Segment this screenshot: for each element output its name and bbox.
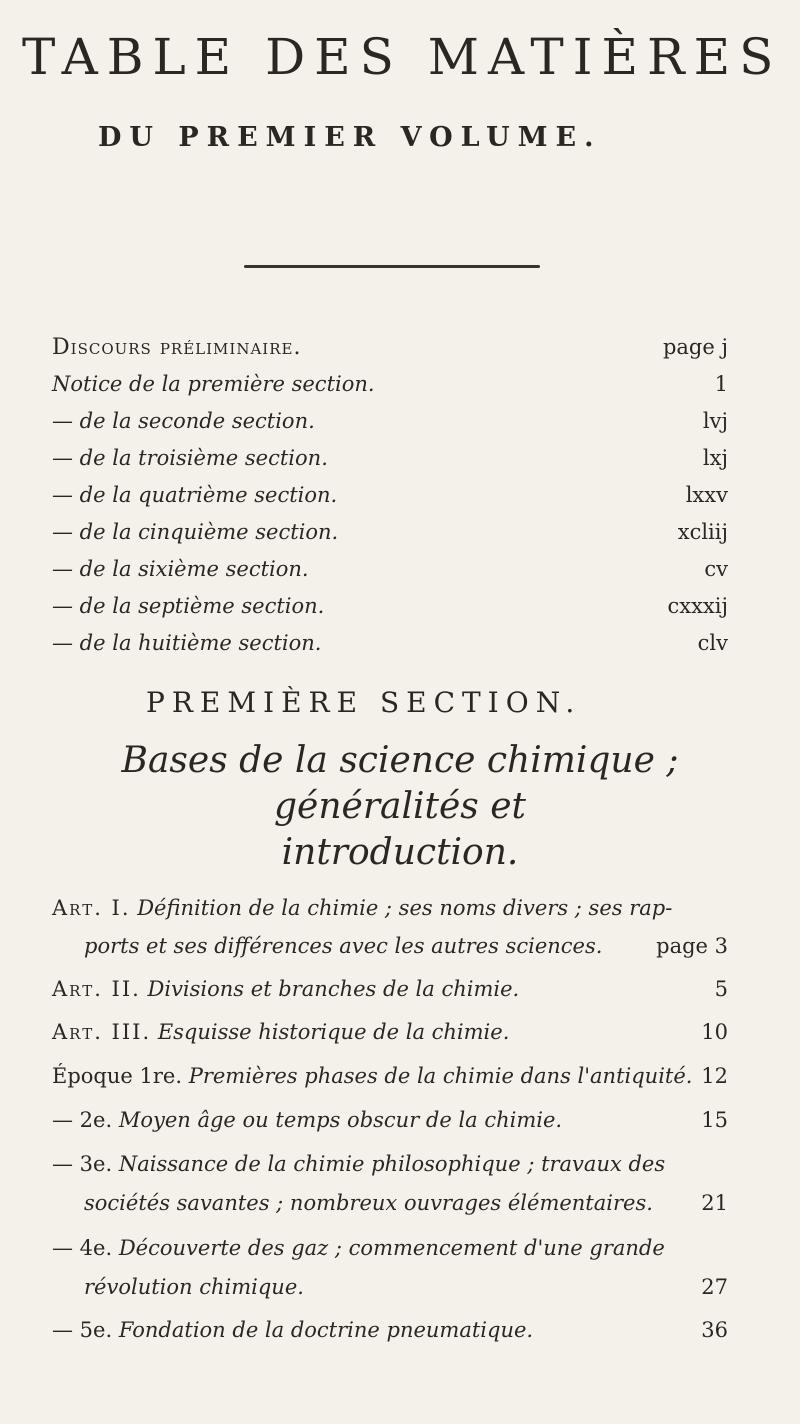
section-title-line: Bases de la science chimique ; généralités et [121,740,679,827]
toc-label: Notice de la première section. [52,372,375,396]
article-page: 36 [701,1318,728,1342]
toc-label: — de la sixième section. [52,557,309,581]
article-text: Premières phases de la chimie dans l'antiquité. [188,1064,693,1088]
article-text: Naissance de la chimie philosophique ; travaux des [118,1152,666,1176]
section-heading: PREMIÈRE SECTION. [146,686,582,719]
toc-page: lvj [702,409,728,433]
toc-row [52,557,728,587]
toc-page: xcliij [677,520,728,544]
article-page: page 3 [656,934,728,958]
article-text: Divisions et branches de la chimie. [147,977,520,1001]
article-text: Fondation de la doctrine pneumatique. [118,1318,534,1342]
toc-label: — de la troisième section. [52,446,328,470]
article-continuation: ports et ses différences avec les autres sciences. [84,934,603,958]
toc-page: cxxxij [667,594,728,618]
toc-label: — de la huitième section. [52,631,322,655]
toc-row [52,409,728,439]
toc-row [52,594,728,624]
section-title-line: introduction. [281,832,519,873]
toc-page: lxj [702,446,728,470]
page-subtitle: DU PREMIER VOLUME. [98,122,602,153]
article-page: 15 [701,1108,728,1132]
article-number: Art. II. [52,977,141,1001]
toc-label: — de la septième section. [52,594,325,618]
article-number: — 5e. [52,1318,113,1342]
section-title [30,738,770,876]
toc-row [52,483,728,513]
article-text: Découverte des gaz ; commencement d'une grande [118,1236,665,1260]
toc-row [52,446,728,476]
article-text: Esquisse historique de la chimie. [157,1020,510,1044]
article-page: 12 [701,1064,728,1088]
toc-label: — de la quatrième section. [52,483,338,507]
article-number: Époque 1re. [52,1064,182,1088]
article-page: 27 [701,1275,728,1299]
page-title: TABLE DES MATIÈRES [22,28,783,86]
toc-row [52,372,728,402]
toc-row [52,335,728,365]
toc-row [52,631,728,661]
article-text: Moyen âge ou temps obscur de la chimie. [118,1108,563,1132]
article-page: 5 [714,977,728,1001]
toc-label: — de la cinquième section. [52,520,339,544]
toc-page: 1 [714,372,728,396]
article-number: — 4e. [52,1236,113,1260]
toc-label: — de la seconde section. [52,409,315,433]
toc-page: clv [697,631,728,655]
article-page: 10 [701,1020,728,1044]
article-continuation: sociétés savantes ; nombreux ouvrages élémentaires. [84,1191,653,1215]
article-page: 21 [701,1191,728,1215]
toc-page: cv [704,557,728,581]
article-continuation: révolution chimique. [84,1275,304,1299]
article-number: Art. I. [52,896,131,920]
article-number: Art. III. [52,1020,152,1044]
toc-label: Discours préliminaire. [52,335,302,360]
article-number: — 3e. [52,1152,113,1176]
toc-page: page j [662,335,728,359]
toc-row [52,520,728,550]
decorative-rule [244,265,540,268]
article-number: — 2e. [52,1108,113,1132]
article-text: Définition de la chimie ; ses noms divers ; ses rap- [137,896,673,920]
toc-page: lxxv [685,483,728,507]
